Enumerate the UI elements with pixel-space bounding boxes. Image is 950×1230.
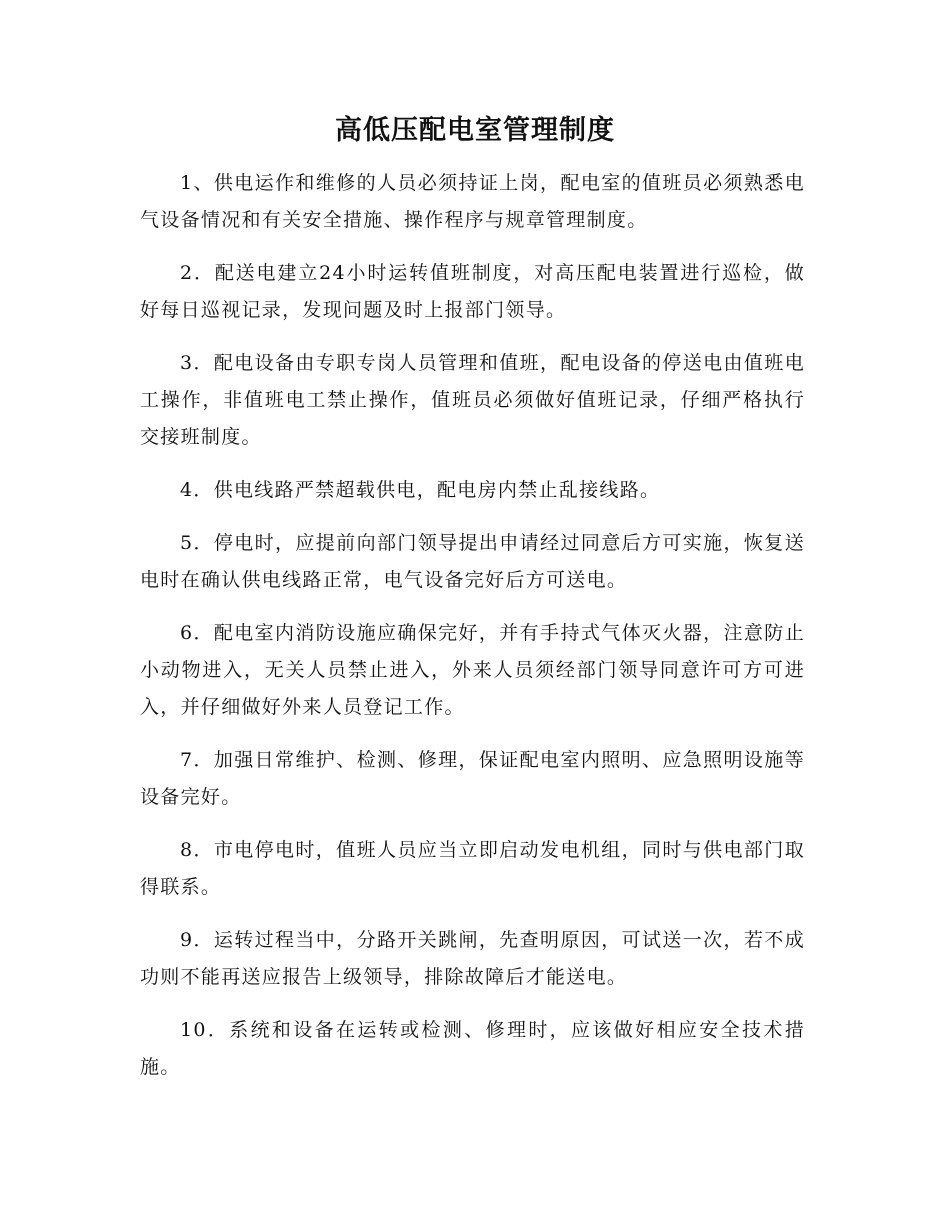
paragraph-10: 10．系统和设备在运转或检测、修理时，应该做好相应安全技术措施。: [140, 1019, 805, 1078]
paragraph-6: 6．配电室内消防设施应确保完好，并有手持式气体灭火器，注意防止小动物进入，无关人员禁止进入，外来人员须经部门领导同意许可方可进入，并仔细做好外来人员登记工作。: [140, 622, 805, 718]
paragraph-9: 9．运转过程当中，分路开关跳闸，先查明原因，可试送一次，若不成功则不能再送应报告上级领导，排除故障后才能送电。: [140, 929, 805, 988]
document-title: 高低压配电室管理制度: [335, 115, 615, 146]
paragraph-8: 8．市电停电时，值班人员应当立即启动发电机组，同时与供电部门取得联系。: [140, 839, 805, 898]
document-body: [140, 165, 805, 1102]
paragraph-7: 7．加强日常维护、检测、修理，保证配电室内照明、应急照明设施等设备完好。: [140, 749, 805, 808]
paragraph-2: 2．配送电建立24小时运转值班制度，对高压配电装置进行巡检，做好每日巡视记录，发现问题及时上报部门领导。: [140, 262, 805, 321]
paragraph-4: 4．供电线路严禁超载供电，配电房内禁止乱接线路。: [180, 479, 661, 501]
paragraph-5: 5．停电时，应提前向部门领导提出申请经过同意后方可实施，恢复送电时在确认供电线路正常，电气设备完好后方可送电。: [140, 532, 805, 591]
paragraph-1: 1、供电运作和维修的人员必须持证上岗，配电室的值班员必须熟悉电气设备情况和有关安全措施、操作程序与规章管理制度。: [140, 172, 805, 231]
paragraph-3: 3．配电设备由专职专岗人员管理和值班，配电设备的停送电由值班电工操作，非值班电工禁止操作，值班员必须做好值班记录，仔细严格执行交接班制度。: [140, 352, 805, 448]
